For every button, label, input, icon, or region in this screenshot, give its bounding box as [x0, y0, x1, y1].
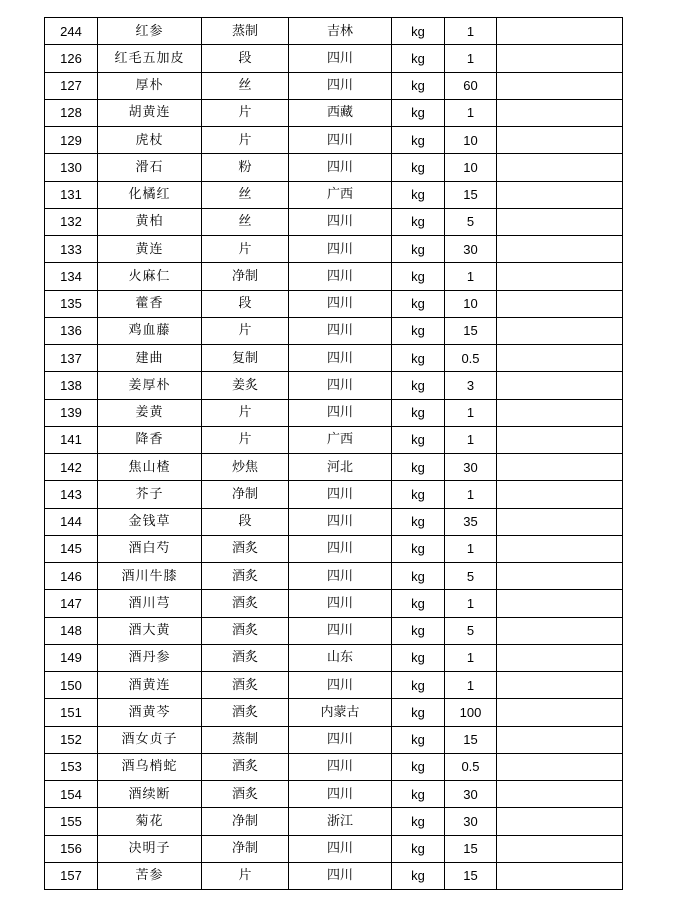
cell-number: 154: [45, 781, 98, 808]
cell-note: [497, 290, 623, 317]
cell-unit: kg: [392, 617, 445, 644]
cell-number: 148: [45, 617, 98, 644]
cell-quantity: 1: [445, 263, 497, 290]
cell-processing: 酒炙: [202, 644, 289, 671]
cell-unit: kg: [392, 345, 445, 372]
herb-table-body: [45, 18, 623, 890]
cell-unit: kg: [392, 99, 445, 126]
table-row: [45, 317, 623, 344]
cell-number: 146: [45, 563, 98, 590]
cell-origin: 四川: [289, 672, 392, 699]
cell-quantity: 5: [445, 208, 497, 235]
cell-processing: 炒焦: [202, 454, 289, 481]
cell-quantity: 10: [445, 127, 497, 154]
cell-processing: 净制: [202, 808, 289, 835]
herb-table: [44, 17, 623, 890]
cell-origin: 四川: [289, 563, 392, 590]
cell-herb-name: 酒黄连: [98, 672, 202, 699]
cell-unit: kg: [392, 72, 445, 99]
cell-herb-name: 酒丹参: [98, 644, 202, 671]
cell-unit: kg: [392, 862, 445, 889]
cell-note: [497, 508, 623, 535]
cell-unit: kg: [392, 454, 445, 481]
cell-processing: 蒸制: [202, 726, 289, 753]
cell-quantity: 1: [445, 399, 497, 426]
cell-number: 137: [45, 345, 98, 372]
cell-note: [497, 345, 623, 372]
cell-number: 142: [45, 454, 98, 481]
cell-note: [497, 699, 623, 726]
cell-unit: kg: [392, 181, 445, 208]
cell-herb-name: 金钱草: [98, 508, 202, 535]
cell-quantity: 30: [445, 808, 497, 835]
table-row: [45, 726, 623, 753]
cell-note: [497, 263, 623, 290]
cell-quantity: 15: [445, 726, 497, 753]
cell-number: 152: [45, 726, 98, 753]
cell-number: 141: [45, 426, 98, 453]
table-row: [45, 181, 623, 208]
cell-processing: 片: [202, 236, 289, 263]
cell-origin: 四川: [289, 617, 392, 644]
cell-herb-name: 建曲: [98, 345, 202, 372]
cell-quantity: 1: [445, 99, 497, 126]
table-row: [45, 508, 623, 535]
cell-note: [497, 753, 623, 780]
cell-quantity: 1: [445, 590, 497, 617]
cell-quantity: 1: [445, 644, 497, 671]
cell-quantity: 3: [445, 372, 497, 399]
table-row: [45, 699, 623, 726]
cell-herb-name: 酒黄芩: [98, 699, 202, 726]
cell-processing: 丝: [202, 181, 289, 208]
cell-quantity: 100: [445, 699, 497, 726]
cell-number: 244: [45, 18, 98, 45]
cell-processing: 净制: [202, 481, 289, 508]
table-row: [45, 454, 623, 481]
cell-origin: 四川: [289, 263, 392, 290]
cell-herb-name: 焦山楂: [98, 454, 202, 481]
cell-note: [497, 127, 623, 154]
cell-processing: 丝: [202, 72, 289, 99]
cell-number: 134: [45, 263, 98, 290]
cell-processing: 片: [202, 99, 289, 126]
table-row: [45, 781, 623, 808]
cell-number: 147: [45, 590, 98, 617]
cell-unit: kg: [392, 290, 445, 317]
cell-origin: 四川: [289, 45, 392, 72]
cell-unit: kg: [392, 781, 445, 808]
cell-herb-name: 虎杖: [98, 127, 202, 154]
table-row: [45, 45, 623, 72]
cell-herb-name: 黄柏: [98, 208, 202, 235]
cell-processing: 复制: [202, 345, 289, 372]
table-row: [45, 672, 623, 699]
table-row: [45, 18, 623, 45]
cell-processing: 净制: [202, 263, 289, 290]
cell-processing: 酒炙: [202, 699, 289, 726]
cell-quantity: 30: [445, 781, 497, 808]
cell-origin: 四川: [289, 399, 392, 426]
cell-origin: 山东: [289, 644, 392, 671]
cell-note: [497, 208, 623, 235]
cell-herb-name: 酒川牛膝: [98, 563, 202, 590]
cell-unit: kg: [392, 563, 445, 590]
cell-note: [497, 154, 623, 181]
cell-herb-name: 芥子: [98, 481, 202, 508]
cell-processing: 段: [202, 290, 289, 317]
cell-note: [497, 535, 623, 562]
table-row: [45, 426, 623, 453]
cell-note: [497, 672, 623, 699]
cell-note: [497, 72, 623, 99]
cell-quantity: 30: [445, 454, 497, 481]
cell-number: 138: [45, 372, 98, 399]
cell-origin: 四川: [289, 72, 392, 99]
cell-herb-name: 滑石: [98, 154, 202, 181]
cell-herb-name: 火麻仁: [98, 263, 202, 290]
cell-origin: 四川: [289, 753, 392, 780]
cell-number: 131: [45, 181, 98, 208]
cell-note: [497, 18, 623, 45]
cell-quantity: 15: [445, 317, 497, 344]
cell-origin: 广西: [289, 426, 392, 453]
cell-unit: kg: [392, 426, 445, 453]
cell-unit: kg: [392, 372, 445, 399]
cell-processing: 酒炙: [202, 781, 289, 808]
table-row: [45, 99, 623, 126]
table-row: [45, 481, 623, 508]
cell-processing: 片: [202, 862, 289, 889]
cell-processing: 段: [202, 508, 289, 535]
cell-herb-name: 苦参: [98, 862, 202, 889]
cell-herb-name: 红参: [98, 18, 202, 45]
cell-quantity: 10: [445, 154, 497, 181]
cell-herb-name: 决明子: [98, 835, 202, 862]
cell-number: 149: [45, 644, 98, 671]
cell-processing: 片: [202, 127, 289, 154]
cell-origin: 四川: [289, 317, 392, 344]
cell-number: 144: [45, 508, 98, 535]
table-row: [45, 263, 623, 290]
table-row: [45, 563, 623, 590]
cell-quantity: 15: [445, 181, 497, 208]
cell-origin: 吉林: [289, 18, 392, 45]
table-row: [45, 590, 623, 617]
cell-herb-name: 酒川芎: [98, 590, 202, 617]
cell-quantity: 0.5: [445, 345, 497, 372]
cell-origin: 西藏: [289, 99, 392, 126]
cell-unit: kg: [392, 208, 445, 235]
cell-note: [497, 372, 623, 399]
cell-herb-name: 厚朴: [98, 72, 202, 99]
cell-herb-name: 酒乌梢蛇: [98, 753, 202, 780]
cell-number: 133: [45, 236, 98, 263]
cell-number: 132: [45, 208, 98, 235]
cell-number: 127: [45, 72, 98, 99]
cell-note: [497, 726, 623, 753]
cell-origin: 四川: [289, 508, 392, 535]
cell-origin: 四川: [289, 481, 392, 508]
table-row: [45, 127, 623, 154]
cell-quantity: 1: [445, 481, 497, 508]
cell-processing: 酒炙: [202, 753, 289, 780]
cell-note: [497, 99, 623, 126]
cell-origin: 河北: [289, 454, 392, 481]
table-row: [45, 835, 623, 862]
table-row: [45, 808, 623, 835]
cell-note: [497, 617, 623, 644]
cell-number: 153: [45, 753, 98, 780]
cell-quantity: 60: [445, 72, 497, 99]
cell-number: 155: [45, 808, 98, 835]
cell-processing: 片: [202, 399, 289, 426]
table-row: [45, 208, 623, 235]
cell-processing: 酒炙: [202, 617, 289, 644]
cell-note: [497, 236, 623, 263]
cell-unit: kg: [392, 154, 445, 181]
cell-origin: 四川: [289, 208, 392, 235]
cell-quantity: 15: [445, 862, 497, 889]
cell-processing: 蒸制: [202, 18, 289, 45]
cell-note: [497, 399, 623, 426]
table-row: [45, 399, 623, 426]
cell-number: 128: [45, 99, 98, 126]
cell-number: 126: [45, 45, 98, 72]
cell-herb-name: 胡黄连: [98, 99, 202, 126]
cell-processing: 段: [202, 45, 289, 72]
cell-unit: kg: [392, 45, 445, 72]
cell-origin: 四川: [289, 290, 392, 317]
table-row: [45, 617, 623, 644]
cell-number: 145: [45, 535, 98, 562]
table-row: [45, 345, 623, 372]
cell-unit: kg: [392, 236, 445, 263]
cell-herb-name: 降香: [98, 426, 202, 453]
cell-unit: kg: [392, 644, 445, 671]
cell-number: 136: [45, 317, 98, 344]
table-row: [45, 644, 623, 671]
cell-quantity: 1: [445, 426, 497, 453]
cell-note: [497, 563, 623, 590]
cell-processing: 酒炙: [202, 590, 289, 617]
cell-herb-name: 酒白芍: [98, 535, 202, 562]
cell-unit: kg: [392, 535, 445, 562]
cell-quantity: 1: [445, 535, 497, 562]
cell-number: 157: [45, 862, 98, 889]
cell-unit: kg: [392, 699, 445, 726]
cell-quantity: 35: [445, 508, 497, 535]
cell-herb-name: 化橘红: [98, 181, 202, 208]
cell-processing: 丝: [202, 208, 289, 235]
cell-processing: 姜炙: [202, 372, 289, 399]
cell-herb-name: 藿香: [98, 290, 202, 317]
cell-origin: 四川: [289, 862, 392, 889]
cell-quantity: 15: [445, 835, 497, 862]
cell-quantity: 1: [445, 45, 497, 72]
cell-note: [497, 835, 623, 862]
cell-unit: kg: [392, 317, 445, 344]
cell-processing: 酒炙: [202, 535, 289, 562]
cell-herb-name: 酒女贞子: [98, 726, 202, 753]
cell-herb-name: 姜黄: [98, 399, 202, 426]
cell-origin: 四川: [289, 236, 392, 263]
cell-unit: kg: [392, 481, 445, 508]
cell-note: [497, 317, 623, 344]
cell-origin: 内蒙古: [289, 699, 392, 726]
cell-unit: kg: [392, 399, 445, 426]
cell-note: [497, 454, 623, 481]
table-row: [45, 236, 623, 263]
cell-number: 135: [45, 290, 98, 317]
cell-processing: 酒炙: [202, 563, 289, 590]
cell-quantity: 10: [445, 290, 497, 317]
cell-quantity: 5: [445, 563, 497, 590]
cell-note: [497, 808, 623, 835]
cell-number: 151: [45, 699, 98, 726]
cell-unit: kg: [392, 18, 445, 45]
cell-number: 139: [45, 399, 98, 426]
cell-origin: 四川: [289, 726, 392, 753]
cell-processing: 片: [202, 426, 289, 453]
cell-origin: 四川: [289, 590, 392, 617]
cell-number: 130: [45, 154, 98, 181]
cell-origin: 浙江: [289, 808, 392, 835]
cell-quantity: 5: [445, 617, 497, 644]
cell-origin: 四川: [289, 372, 392, 399]
cell-unit: kg: [392, 726, 445, 753]
cell-number: 129: [45, 127, 98, 154]
cell-processing: 片: [202, 317, 289, 344]
cell-unit: kg: [392, 508, 445, 535]
cell-herb-name: 酒大黄: [98, 617, 202, 644]
cell-quantity: 1: [445, 18, 497, 45]
table-row: [45, 862, 623, 889]
table-row: [45, 290, 623, 317]
cell-number: 143: [45, 481, 98, 508]
cell-herb-name: 酒续断: [98, 781, 202, 808]
cell-unit: kg: [392, 263, 445, 290]
cell-origin: 四川: [289, 345, 392, 372]
cell-origin: 四川: [289, 781, 392, 808]
cell-origin: 四川: [289, 835, 392, 862]
table-row: [45, 154, 623, 181]
cell-note: [497, 862, 623, 889]
table-row: [45, 72, 623, 99]
cell-processing: 粉: [202, 154, 289, 181]
cell-herb-name: 鸡血藤: [98, 317, 202, 344]
cell-quantity: 1: [445, 672, 497, 699]
cell-herb-name: 菊花: [98, 808, 202, 835]
cell-unit: kg: [392, 835, 445, 862]
table-row: [45, 372, 623, 399]
cell-origin: 广西: [289, 181, 392, 208]
cell-note: [497, 481, 623, 508]
cell-unit: kg: [392, 672, 445, 699]
cell-origin: 四川: [289, 535, 392, 562]
cell-quantity: 30: [445, 236, 497, 263]
cell-unit: kg: [392, 808, 445, 835]
cell-processing: 净制: [202, 835, 289, 862]
cell-origin: 四川: [289, 127, 392, 154]
cell-origin: 四川: [289, 154, 392, 181]
cell-note: [497, 426, 623, 453]
cell-note: [497, 781, 623, 808]
table-row: [45, 753, 623, 780]
cell-note: [497, 181, 623, 208]
cell-herb-name: 姜厚朴: [98, 372, 202, 399]
cell-herb-name: 黄连: [98, 236, 202, 263]
cell-unit: kg: [392, 590, 445, 617]
cell-unit: kg: [392, 127, 445, 154]
cell-unit: kg: [392, 753, 445, 780]
cell-note: [497, 45, 623, 72]
cell-note: [497, 590, 623, 617]
cell-quantity: 0.5: [445, 753, 497, 780]
cell-processing: 酒炙: [202, 672, 289, 699]
cell-number: 156: [45, 835, 98, 862]
cell-note: [497, 644, 623, 671]
cell-herb-name: 红毛五加皮: [98, 45, 202, 72]
cell-number: 150: [45, 672, 98, 699]
table-row: [45, 535, 623, 562]
